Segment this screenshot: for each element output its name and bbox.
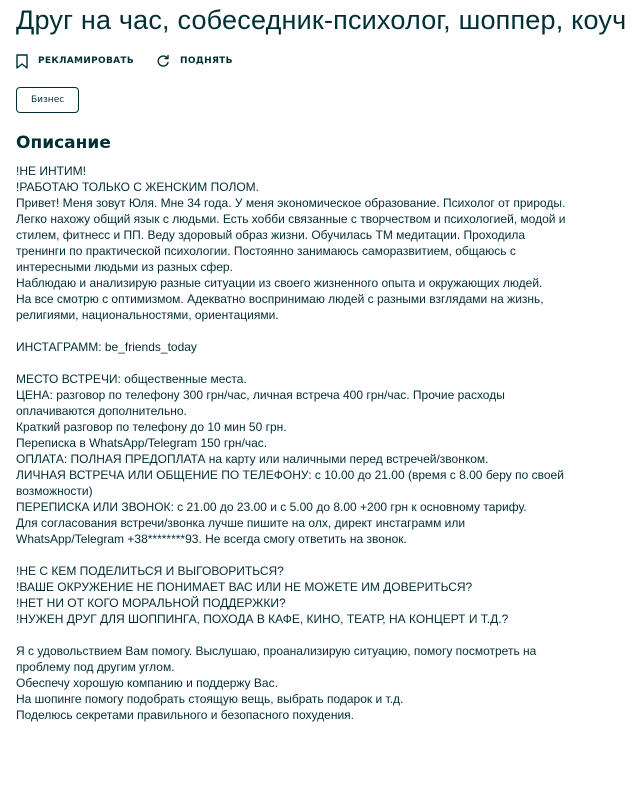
description-line: !ВАШЕ ОКРУЖЕНИЕ НЕ ПОНИМАЕТ ВАС ИЛИ НЕ МОЖЕТЕ ИМ ДОВЕРИТЬСЯ? bbox=[16, 580, 473, 594]
description-line: Краткий разговор по телефону до 10 мин 50 грн. bbox=[16, 420, 287, 434]
description-line: !НЕТ НИ ОТ КОГО МОРАЛЬНОЙ ПОДДЕРЖКИ? bbox=[16, 596, 286, 610]
description-line bbox=[16, 323, 622, 339]
description-line: Поделюсь секретами правильного и безопасного похудения. bbox=[16, 708, 354, 722]
ad-actions bbox=[16, 50, 628, 72]
description-line: Обеспечу хорошую компанию и поддержу Вас. bbox=[16, 676, 278, 690]
description-line: !НЕ ИНТИМ! bbox=[16, 164, 86, 178]
description-line: На шопинге помогу подобрать стоящую вещь, выбрать подарок и т.д. bbox=[16, 692, 404, 706]
description-line: На все смотрю с оптимизмом. Адекватно воспринимаю людей с разными взглядами на жизнь, bbox=[16, 292, 544, 306]
description-line: ЦЕНА: разговор по телефону 300 грн/час, личная встреча 400 грн/час. Прочие расходы bbox=[16, 388, 505, 402]
refresh-icon bbox=[156, 54, 170, 68]
description-line: ИНСТАГРАММ: be_friends_today bbox=[16, 340, 197, 354]
raise-label: ПОДНЯТЬ bbox=[180, 56, 233, 66]
description-text bbox=[16, 163, 622, 723]
description-line: религиями, национальностями, ориентациями. bbox=[16, 308, 279, 322]
description-line bbox=[16, 355, 622, 371]
description-line: ПЕРЕПИСКА ИЛИ ЗВОНОК: с 21.00 до 23.00 и с 5.00 до 8.00 +200 грн к основному тарифу. bbox=[16, 500, 527, 514]
description-line: Для согласования встречи/звонка лучше пишите на олх, директ инстаграмм или bbox=[16, 516, 466, 530]
description-line: тренинги по практической психологии. Постоянно занимаюсь саморазвитием, общаюсь с bbox=[16, 244, 516, 258]
description-line: ЛИЧНАЯ ВСТРЕЧА ИЛИ ОБЩЕНИЕ ПО ТЕЛЕФОНУ: с 10.00 до 21.00 (время с 8.00 беру по своей bbox=[16, 468, 564, 482]
description-line: !НЕ С КЕМ ПОДЕЛИТЬСЯ И ВЫГОВОРИТЬСЯ? bbox=[16, 564, 284, 578]
description-line: Переписка в WhatsApp/Telegram 150 грн/час. bbox=[16, 436, 268, 450]
description-line: Легко нахожу общий язык с людьми. Есть хобби связанные с творчеством и психологией, модой и bbox=[16, 212, 566, 226]
description-line bbox=[16, 627, 622, 643]
description-line: МЕСТО ВСТРЕЧИ: общественные места. bbox=[16, 372, 247, 386]
raise-button[interactable] bbox=[156, 54, 233, 68]
ad-page bbox=[16, 0, 628, 723]
bookmark-icon bbox=[16, 54, 28, 69]
description-line: возможности) bbox=[16, 484, 93, 498]
description-line: проблему под другим углом. bbox=[16, 660, 175, 674]
description-line: Я с удовольствием Вам помогу. Выслушаю, проанализирую ситуацию, помогу посмотреть на bbox=[16, 644, 537, 658]
description-line: интересными людьми из разных сфер. bbox=[16, 260, 233, 274]
description-line: WhatsApp/Telegram +38********93. Не всегда смогу ответить на звонок. bbox=[16, 532, 407, 546]
description-line bbox=[16, 547, 622, 563]
description-line: ОПЛАТА: ПОЛНАЯ ПРЕДОПЛАТА на карту или наличными перед встречей/звонком. bbox=[16, 452, 489, 466]
description-line: Привет! Меня зовут Юля. Мне 34 года. У меня экономическое образование. Психолог от природы. bbox=[16, 196, 566, 210]
description-line: Наблюдаю и анализирую разные ситуации из своего жизненного опыта и окружающих людей. bbox=[16, 276, 543, 290]
promote-label: РЕКЛАМИРОВАТЬ bbox=[38, 56, 135, 66]
ad-title: Друг на час, собеседник-психолог, шоппер, коуч bbox=[16, 5, 627, 35]
description-line: !НУЖЕН ДРУГ ДЛЯ ШОППИНГА, ПОХОДА В КАФЕ, КИНО, ТЕАТР, НА КОНЦЕРТ И Т.Д.? bbox=[16, 612, 509, 626]
category-tag[interactable]: Бизнес bbox=[16, 87, 79, 113]
promote-button[interactable] bbox=[16, 54, 134, 69]
description-heading: Описание bbox=[16, 133, 111, 153]
description-line: оплачиваются дополнительно. bbox=[16, 404, 187, 418]
description-line: !РАБОТАЮ ТОЛЬКО С ЖЕНСКИМ ПОЛОМ. bbox=[16, 180, 259, 194]
description-line: стилем, фитнесс и ПП. Веду здоровый образ жизни. Обучилась ТМ медитации. Проходила bbox=[16, 228, 525, 242]
